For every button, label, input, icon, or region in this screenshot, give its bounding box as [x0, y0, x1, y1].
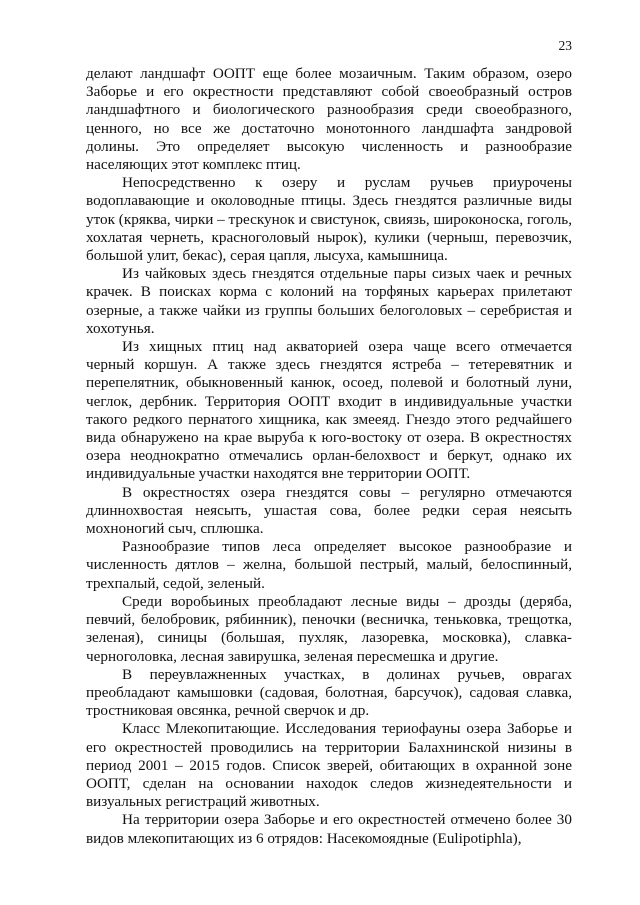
document-body: [86, 65, 572, 848]
paragraph-woodpeckers: Разнообразие типов леса определяет высокое разнообразие и численность дятлов – желна, большой пестрый, малый, белоспинный, трехпалый, седой, зеленый.: [86, 538, 572, 592]
page-number: 23: [558, 38, 572, 53]
paragraph-owls: В окрестностях озера гнездятся совы – регулярно отмечаются длиннохвостая неясыть, ушастая сова, более редки серая неясыть мохноногий сыч, сплюшка.: [86, 483, 572, 538]
paragraph-raptors: Из хищных птиц над акваторией озера чаще всего отмечается черный коршун. А также здесь гнездятся ястреба – тетеревятник и перепелятник, обыкновенный канюк, осоед, полевой и болотный луни, чеглок, дербник. Территория ООПТ входит в индивидуальные участки такого редкого пернатого хищника, как змееяд. Гнездо этого редчайшего вида обнаружено на крае выруба к юго-востоку от озера. В окрестностях озера неоднократно отмечались орлан-белохвост и беркут, однако их индивидуальные участки находятся вне территории ООПТ.: [86, 338, 572, 483]
paragraph-mammals-class: Класс Млекопитающие. Исследования териофауны озера Заборье и его окрестностей проводились на территории Балахнинской низины в период 2001 – 2015 годов. Список зверей, обитающих в охранной зоне ООПТ, сделан на основании находок следов жизнедеятельности и визуальных регистраций животных.: [86, 720, 572, 811]
paragraph-intro-continuation: делают ландшафт ООПТ еще более мозаичным. Таким образом, озеро Заборье и его окрестности представляют собой своеобразный остров ландшафтного и биологического разнообразия среди своеобразного, ценного, но все же достаточно монотонного ландшафта зандровой долины. Это определяет высокую численность и разнообразие населяющих этот комплекс птиц.: [86, 65, 572, 174]
paragraph-passerines: Среди воробьиных преобладают лесные виды – дрозды (деряба, певчий, белобровик, рябинник), пеночки (весничка, теньковка, трещотка, зеленая), синицы (большая, пухляк, лазоревка, московка), славка-черноголовка, лесная завирушка, зеленая пересмешка и другие.: [86, 592, 572, 665]
paragraph-mammals-species: На территории озера Заборье и его окрестностей отмечено более 30 видов млекопитающих из 6 отрядов: Насекомоядные (Eulipotiphla),: [86, 811, 572, 847]
paragraph-gulls: Из чайковых здесь гнездятся отдельные пары сизых чаек и речных крачек. В поисках корма с колоний на торфяных карьерах прилетают озерные, а также чайки из группы больших белоголовых – серебристая и хохотунья.: [86, 265, 572, 337]
paragraph-wetland-birds: В переувлажненных участках, в долинах ручьев, оврагах преобладают камышовки (садовая, болотная, барсучок), садовая славка, тростниковая овсянка, речной сверчок и др.: [86, 665, 572, 720]
paragraph-waterfowl: Непосредственно к озеру и руслам ручьев приурочены водоплавающие и околоводные птицы. Здесь гнездятся различные виды уток (кряква, чирки – трескунок и свистунок, свиязь, широконоска, гоголь, хохлатая чернеть, красноголовый нырок), кулики (черныш, перевозчик, большой улит, бекас), серая цапля, лысуха, камышница.: [86, 174, 572, 265]
